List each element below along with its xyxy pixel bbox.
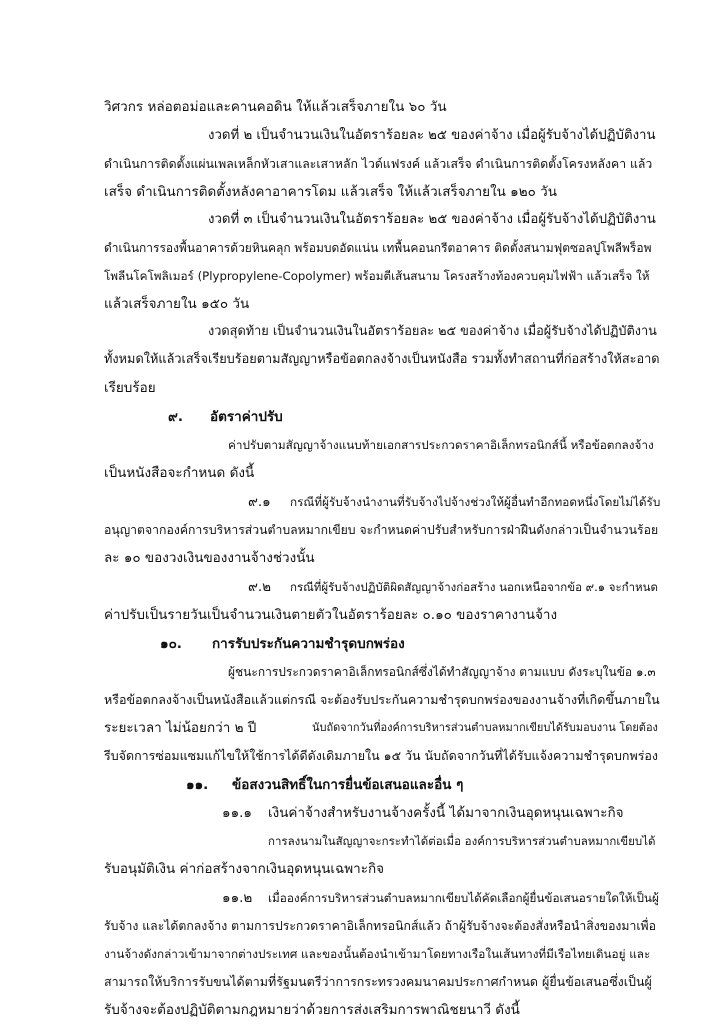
text-line-21: การลงนามในสัญญาจะกระทำได้ต่อเมื่อ องค์การบริหารส่วนตำบลหมากเขียบได้: [268, 834, 656, 848]
text-line-26: รับจ้างจะต้องปฏิบัติตามกฎหมายว่าด้วยการส่งเสริมการพาณิชยนาวี ดังนี้: [104, 1002, 520, 1018]
text-line-10: ทั้งหมดให้แล้วเสร็จเรียบร้อยตามสัญญาหรือข้อตกลงจ้างเป็นหนังสือ รวมทั้งทำสถานที่ก่อสร้างให้สะอาด: [104, 352, 660, 367]
text-line-11: เรียบร้อย: [104, 380, 156, 396]
text-line-3: ดำเนินการติดตั้งแผ่นเพลเหล็กหัวเสาและเสาหลัก ไวด์แฟรงค์ แล้วเสร็จ ดำเนินการติดตั้งโครงหลังคา แล้ว: [104, 157, 653, 171]
text-line-16: ค่าปรับเป็นรายวันเป็นจำนวนเงินตายตัวในอัตราร้อยละ ๐.๑๐ ของราคางานจ้าง: [104, 607, 558, 623]
clause-9-2-text: กรณีที่ผู้รับจ้างปฏิบัติผิดสัญญาจ้างก่อสร้าง นอกเหนือจากข้อ ๙.๑ จะกำหนด: [290, 580, 658, 594]
text-line-7: โพลีนโคโพลิเมอร์ (Plypropylene-Copolymer) พร้อมตีเส้นสนาม โครงสร้างท้องควบคุมไฟฟ้า แล้วเสร็จ ให้: [104, 269, 650, 283]
clause-9-1-text: กรณีที่ผู้รับจ้างนำงานที่รับจ้างไปจ้างช่วงให้ผู้อื่นทำอีกทอดหนึ่งโดยไม่ได้รับ: [290, 495, 661, 509]
section-9-number: ๙.: [168, 409, 184, 425]
text-line-22: รับอนุมัติเงิน ค่าก่อสร้างจากเงินอุดหนุนเฉพาะกิจ: [104, 861, 385, 877]
clause-9-2-number: ๙.๒: [248, 579, 272, 595]
section-11-heading: ข้อสงวนสิทธิ์ในการยื่นข้อเสนอและอื่น ๆ: [232, 777, 464, 793]
section-11-number: ๑๑.: [186, 777, 209, 793]
text-line-12: ค่าปรับตามสัญญาจ้างแนบท้ายเอกสารประกวดราคาอิเล็กทรอนิกส์นี้ หรือข้อตกลงจ้าง: [228, 438, 654, 452]
text-line-14: อนุญาตจากองค์การบริหารส่วนตำบลหมากเขียบ จะกำหนดค่าปรับสำหรับการฝ่าฝืนดังกล่าวเป็นจำนวนร้อย: [104, 523, 659, 537]
clause-11-1-text: เงินค่าจ้างสำหรับงานจ้างครั้งนี้ ได้มาจากเงินอุดหนุนเฉพาะกิจ: [268, 805, 624, 821]
section-10-heading: การรับประกันความชำรุดบกพร่อง: [212, 636, 405, 652]
text-line-23: รับจ้าง และได้ตกลงจ้าง ตามการประกวดราคาอิเล็กทรอนิกส์แล้ว ถ้าผู้รับจ้างจะต้องสั่งหรือนำสิ่งของมาเพื่อ: [104, 919, 656, 933]
text-line-19a: ระยะเวลา ไม่น้อยกว่า ๒ ปี: [104, 720, 257, 736]
clause-11-2-number: ๑๑.๒: [222, 890, 253, 906]
text-line-5: งวดที่ ๓ เป็นจำนวนเงินในอัตราร้อยละ ๒๕ ของค่าจ้าง เมื่อผู้รับจ้างได้ปฏิบัติงาน: [208, 212, 656, 227]
text-line-20: รีบจัดการซ่อมแซมแก้ไขให้ใช้การได้ดีดังเดิมภายใน ๑๕ วัน นับถัดจากวันที่ได้รับแจ้งความชำรุดบกพร่อง: [104, 748, 659, 763]
text-line-1: วิศวกร หล่อตอม่อและคานคอดิน ให้แล้วเสร็จภายใน ๖๐ วัน: [104, 99, 447, 115]
text-line-6: ดำเนินการรองพื้นอาคารด้วยหินคลุก พร้อมบดอัดแน่น เทพื้นคอนกรีตอาคาร ติดตั้งสนามฟุตซอลปูโพลีพร็อพ: [104, 241, 652, 255]
text-line-19b: นับถัดจากวันที่องค์การบริหารส่วนตำบลหมากเขียบได้รับมอบงาน โดยต้อง: [312, 721, 658, 734]
text-line-24: งานจ้างดังกล่าวเข้ามาจากต่างประเทศ และของนั้นต้องนำเข้ามาโดยทางเรือในเส้นทางที่มีเรือไทยเดินอยู่ และ: [104, 947, 651, 961]
text-line-25: สามารถให้บริการรับขนได้ตามที่รัฐมนตรีว่าการกระทรวงคมนาคมประกาศกำหนด ผู้ยื่นข้อเสนอซึ่งเป็นผู้: [104, 974, 652, 989]
clause-11-1-number: ๑๑.๑: [222, 805, 252, 821]
text-line-15: ละ ๑๐ ของวงเงินของงานจ้างช่วงนั้น: [104, 550, 315, 566]
text-line-4: เสร็จ ดำเนินการติดตั้งหลังคาอาคารโดม แล้วเสร็จ ให้แล้วเสร็จภายใน ๑๒๐ วัน: [104, 184, 557, 200]
section-10-number: ๑๐.: [160, 636, 182, 652]
text-line-17: ผู้ชนะการประกวดราคาอิเล็กทรอนิกส์ซึ่งได้ทำสัญญาจ้าง ตามแบบ ดังระบุในข้อ ๑.๓: [228, 665, 656, 679]
text-line-2: งวดที่ ๒ เป็นจำนวนเงินในอัตราร้อยละ ๒๕ ของค่าจ้าง เมื่อผู้รับจ้างได้ปฏิบัติงาน: [208, 128, 656, 143]
text-line-18: หรือข้อตกลงจ้างเป็นหนังสือแล้วแต่กรณี จะต้องรับประกันความชำรุดบกพร่องของงานจ้างที่เกิดขึ้นภายใน: [104, 692, 660, 707]
clause-11-2-text: เมื่อองค์การบริหารส่วนตำบลหมากเขียบได้คัดเลือกผู้ยื่นข้อเสนอรายใดให้เป็นผู้: [268, 891, 659, 905]
clause-9-1-number: ๙.๑: [248, 494, 271, 510]
section-9-heading: อัตราค่าปรับ: [210, 409, 283, 425]
text-line-13: เป็นหนังสือจะกำหนด ดังนี้: [104, 465, 255, 481]
text-line-8: แล้วเสร็จภายใน ๑๕๐ วัน: [104, 296, 250, 312]
text-line-9: งวดสุดท้าย เป็นจำนวนเงินในอัตราร้อยละ ๒๕ ของค่าจ้าง เมื่อผู้รับจ้างได้ปฏิบัติงาน: [208, 324, 657, 339]
